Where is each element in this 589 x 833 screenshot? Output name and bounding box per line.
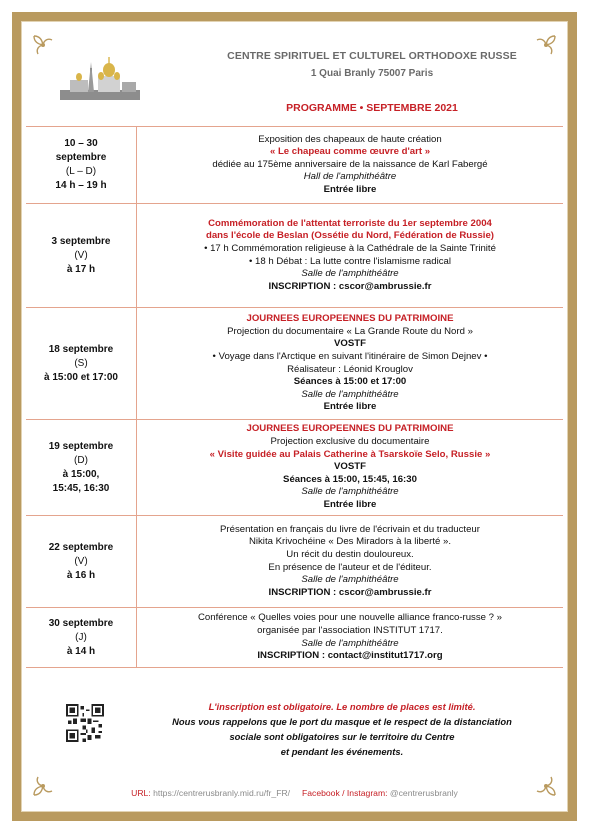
event-line: Un récit du destin douloureux. [286,548,414,560]
event-line: Exposition des chapeaux de haute création [258,133,442,145]
date-time: à 15:00, [62,468,100,480]
date-weekday: (V) [74,249,88,261]
event-line: organisée par l'association INSTITUT 1717. [257,624,443,636]
event-line: VOSTF [334,338,366,350]
event-sessions: Séances à 15:00, 15:45, 16:30 [283,473,417,485]
qr-code-icon [66,704,104,742]
event-description [137,127,563,203]
event-access: Entrée libre [323,183,377,195]
date-time: à 14 h [66,645,96,657]
event-row [26,420,563,516]
event-description [137,308,563,419]
event-description [137,420,563,515]
date-time: 14 h – 19 h [55,180,107,191]
event-venue: Salle de l'amphithéâtre [301,637,399,649]
event-line: • 17 h Commémoration religieuse à la Cathédrale de la Sainte Trinité [204,242,496,254]
event-row [26,308,563,420]
event-row [26,127,563,204]
notice-line: et pendant les événements. [280,746,404,757]
notice-line: Nous vous rappelons que le port du masque et le respect de la distanciation [172,716,512,727]
header [22,22,567,125]
cathedral-logo-icon [58,54,142,104]
event-title: Commémoration de l'attentat terroriste du 1er septembre 2004 [208,217,492,229]
event-date [26,204,137,307]
schedule-table [26,126,563,668]
event-line: • Voyage dans l'Arctique en suivant l'itinéraire de Simon Dejnev • [212,350,488,362]
social-label: Facebook / Instagram: [302,788,388,798]
event-row [26,608,563,668]
date-time: à 16 h [66,569,96,581]
event-line: Projection exclusive du documentaire [270,436,430,448]
event-title: JOURNEES EUROPEENNES DU PATRIMOINE [246,313,454,325]
event-sessions: Séances à 15:00 et 17:00 [293,376,407,388]
event-description [137,608,563,667]
date-day: 30 septembre [48,617,114,629]
event-access: Entrée libre [323,498,377,510]
event-venue: Salle de l'amphithéâtre [301,574,399,586]
footer-links [22,788,567,798]
event-registration: INSCRIPTION : cscor@ambrussie.fr [268,586,432,598]
date-weekday: (S) [74,357,88,369]
event-description [137,204,563,307]
date-time: à 17 h [66,263,96,275]
date-days: (L – D) [65,166,97,177]
event-line: En présence de l'auteur et de l'éditeur. [268,561,432,573]
event-date [26,516,137,607]
event-venue: Salle de l'amphithéâtre [301,486,399,498]
date-day: 19 septembre [48,440,114,452]
social-handle[interactable]: @centrerusbranly [389,788,458,798]
date-range: 10 – 30 [64,138,98,149]
event-registration: INSCRIPTION : contact@institut1717.org [257,650,443,662]
event-line: Présentation en français du livre de l'écrivain et du traducteur [220,523,480,535]
event-line: Projection du documentaire « La Grande Route du Nord » [227,325,473,337]
event-date [26,308,137,419]
program-title: PROGRAMME • SEPTEMBRE 2021 [286,102,458,114]
notice-line: sociale sont obligatoires sur le territoire du Centre [229,731,455,742]
date-weekday: (D) [74,454,88,466]
event-registration: INSCRIPTION : cscor@ambrussie.fr [268,280,432,292]
date-month: septembre [55,152,107,163]
notice-line: L'inscription est obligatoire. Le nombre de places est limité. [208,701,476,712]
registration-notice [152,699,532,759]
event-row [26,204,563,308]
date-time: à 15:00 et 17:00 [44,371,118,383]
event-line: Réalisateur : Léonid Krouglov [287,363,413,375]
page-frame [12,12,577,821]
date-time: 15:45, 16:30 [52,482,110,494]
event-venue: Salle de l'amphithéâtre [301,388,399,400]
website-link[interactable]: https://centrerusbranly.mid.ru/fr_FR/ [153,788,291,798]
date-day: 3 septembre [51,235,111,247]
event-title: « Le chapeau comme œuvre d'art » [269,146,431,158]
event-venue: Hall de l'amphithéâtre [303,171,397,183]
event-description [137,516,563,607]
event-title: dans l'école de Beslan (Ossétie du Nord, Fédération de Russie) [205,230,495,242]
event-line: • 18 h Débat : La lutte contre l'islamisme radical [249,255,451,267]
center-address: 1 Quai Branly 75007 Paris [310,68,434,79]
event-line: dédiée au 175ème anniversaire de la naissance de Karl Fabergé [212,158,488,170]
date-weekday: (J) [75,631,87,643]
event-venue: Salle de l'amphithéâtre [301,268,399,280]
event-date [26,127,137,203]
page-inner [21,21,568,812]
event-date [26,608,137,667]
event-title: JOURNEES EUROPEENNES DU PATRIMOINE [246,423,454,435]
url-label: URL: [131,788,151,798]
event-line: Conférence « Quelles voies pour une nouvelle alliance franco-russe ? » [198,612,502,624]
event-title: « Visite guidée au Palais Catherine à Tsarskoïe Selo, Russie » [209,448,491,460]
date-weekday: (V) [74,555,88,567]
date-day: 18 septembre [48,343,114,355]
event-line: Nikita Krivochéine « Des Miradors à la liberté ». [248,536,452,548]
event-date [26,420,137,515]
center-title: CENTRE SPIRITUEL ET CULTUREL ORTHODOXE RUSSE [227,50,517,62]
date-day: 22 septembre [48,541,114,553]
event-access: Entrée libre [323,401,377,413]
event-line: VOSTF [334,461,366,473]
event-row [26,516,563,608]
